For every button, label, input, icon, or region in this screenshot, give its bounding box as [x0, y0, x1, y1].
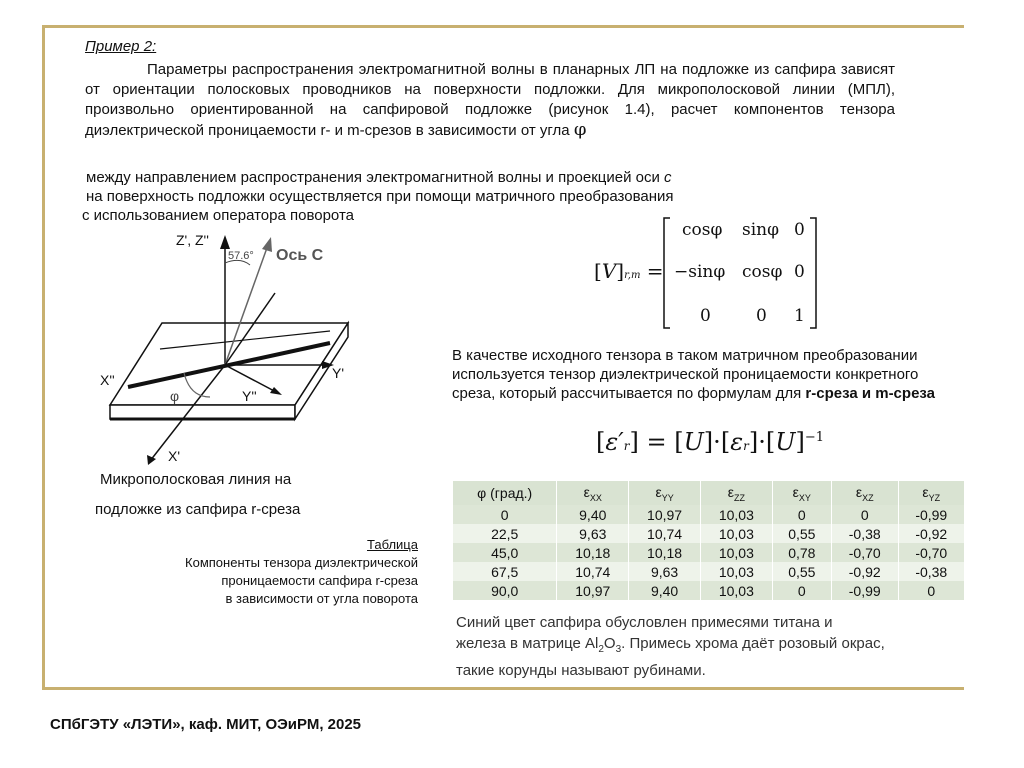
table-cell: 0 — [831, 505, 898, 524]
table-cell: 9,40 — [629, 581, 701, 600]
table-cell: 10,97 — [557, 581, 629, 600]
note-line2a: железа в матрице Al — [456, 635, 599, 652]
table-cell: 10,03 — [700, 524, 772, 543]
table-header-cell — [629, 481, 701, 505]
table-caption-title: Таблица — [367, 537, 418, 552]
m33: 1 — [794, 306, 805, 326]
table-header-cell — [831, 481, 898, 505]
figure-caption-line1: Микрополосковая линия на — [100, 471, 292, 488]
matrix-sub: r,m — [624, 270, 641, 281]
label-angle: 57.6° — [228, 250, 254, 262]
formula-U2: U — [775, 428, 796, 456]
m12: sinφ — [742, 220, 780, 240]
table-cell: 45,0 — [453, 543, 557, 562]
table-cell: 90,0 — [453, 581, 557, 600]
table-header-cell — [700, 481, 772, 505]
substrate-front-face — [110, 405, 295, 419]
label-y1-axis: Y' — [332, 365, 345, 381]
m22: cosφ — [742, 262, 783, 282]
table-header-row — [453, 481, 965, 505]
formula-eps-sub: r — [743, 439, 749, 453]
label-c-axis: Ось С — [276, 247, 324, 264]
table-cell: 0 — [772, 505, 831, 524]
table-cell: 22,5 — [453, 524, 557, 543]
table-row — [453, 543, 965, 562]
permittivity-table — [452, 481, 964, 600]
formula-U1: U — [683, 428, 704, 456]
substrate-figure — [90, 225, 390, 475]
label-y2-axis: Y'' — [242, 388, 257, 404]
label-x2-axis: X'' — [100, 372, 115, 388]
note-line3: такие корунды называют рубинами. — [456, 662, 706, 679]
table-header-cell — [772, 481, 831, 505]
header-main: ε — [922, 483, 929, 500]
table-cell: 10,18 — [629, 543, 701, 562]
note-sub2: 2 — [598, 644, 604, 655]
header-sub: YY — [661, 492, 674, 503]
paragraph-2-line1: между направлением распространения электромагнитной волны и проекцией оси — [86, 169, 660, 186]
formula-dot2: · — [758, 428, 766, 456]
frame-bottom-bar — [42, 687, 964, 690]
matrix-equals: = — [646, 259, 664, 283]
frame-top-bar — [42, 25, 964, 28]
m11: cosφ — [682, 220, 723, 240]
m21: −sinφ — [674, 262, 726, 282]
matrix-label: [V]r,m = — [594, 259, 664, 283]
intro2-bold: r-среза и m-среза — [805, 385, 936, 402]
footer: СПбГЭТУ «ЛЭТИ», каф. МИТ, ОЭиРМ, 2025 — [50, 716, 362, 733]
table-cell: -0,92 — [898, 524, 964, 543]
figure-caption-line2: подложке из сапфира r-среза — [95, 501, 301, 518]
x1-axis-arrow — [147, 455, 156, 465]
intro-paragraph-2 — [452, 346, 952, 403]
note-line2 — [456, 633, 960, 660]
table-cell: -0,99 — [831, 581, 898, 600]
table-cell: -0,92 — [831, 562, 898, 581]
m32: 0 — [756, 306, 767, 326]
header-sub: XX — [589, 492, 602, 503]
table-cell: 10,97 — [629, 505, 701, 524]
table-cell: 0,55 — [772, 562, 831, 581]
matrix-V: V — [601, 259, 617, 283]
formula-eps: ε — [730, 428, 744, 456]
table-cell: 0,55 — [772, 524, 831, 543]
table-cell: 9,63 — [629, 562, 701, 581]
header-main: ε — [792, 483, 799, 500]
table-cell: -0,99 — [898, 505, 964, 524]
paragraph-2-line3: с использованием оператора поворота — [82, 207, 354, 224]
table-row — [453, 562, 965, 581]
note-text — [456, 612, 960, 681]
header-sub: XZ — [862, 492, 874, 503]
m13: 0 — [794, 220, 805, 240]
table-cell: 10,74 — [557, 562, 629, 581]
table-header-cell — [557, 481, 629, 505]
table-cell: 10,03 — [700, 562, 772, 581]
table-caption — [150, 536, 418, 608]
table-cell: -0,70 — [898, 543, 964, 562]
matrix-left-bracket — [664, 218, 670, 328]
z-axis-arrow — [220, 235, 230, 249]
table-cell: 0 — [898, 581, 964, 600]
formula-eq: = — [646, 428, 667, 456]
table-row — [453, 505, 965, 524]
tensor-formula: $[\varepsilon'r] = [U]\cdot[\varepsilon r]\cdot[U]^{-1}$ — [596, 428, 824, 456]
table-cell: 9,40 — [557, 505, 629, 524]
formula-inv: −1 — [804, 430, 824, 445]
formula-dot1: · — [713, 428, 721, 456]
formula-lhs: ε′ — [605, 428, 624, 456]
table-cell: 9,63 — [557, 524, 629, 543]
header-main: ε — [655, 483, 662, 500]
label-phi: φ — [170, 388, 180, 404]
paragraph-2-line2: на поверхность подложки осуществляется при помощи матричного преобразования — [86, 188, 674, 205]
table-cell: -0,38 — [898, 562, 964, 581]
phi-symbol: φ — [573, 119, 587, 140]
table-cell: 0 — [772, 581, 831, 600]
header-main: ε — [583, 483, 590, 500]
table-caption-line3: в зависимости от угла поворота — [225, 591, 418, 606]
header-sub: ZZ — [733, 492, 745, 503]
header-main: φ (град.) — [477, 485, 533, 501]
label-z-axis: Z', Z'' — [176, 232, 209, 248]
header-sub: YZ — [928, 492, 941, 503]
table-cell: 10,03 — [700, 543, 772, 562]
note-sub3: 3 — [615, 644, 622, 655]
table-row — [453, 581, 965, 600]
note-line2b: O — [603, 635, 616, 652]
c-axis-arrow — [262, 237, 272, 252]
m23: 0 — [794, 262, 805, 282]
m31: 0 — [700, 306, 711, 326]
table-header-cell — [453, 481, 557, 505]
table-cell: 10,03 — [700, 505, 772, 524]
paragraph-1-text: Параметры распространения электромагнитной волны в планарных ЛП на подложке из сапфира зависят от ориентации полосковых проводников на поверхности подложки. Для микрополосковой линии (МПЛ), произвольно ориентированной на сапфировой подложке (рисунок 1.4), расчет компонентов тензора диэлектрической проницаемости r- и m-срезов в зависимости от угла — [85, 61, 895, 139]
example-title: Пример 2: — [85, 38, 157, 55]
table-caption-line2: проницаемости сапфира r-среза — [221, 573, 418, 588]
note-line1: Синий цвет сапфира обусловлен примесями титана и — [456, 614, 833, 631]
table-cell: 67,5 — [453, 562, 557, 581]
table-cell: 0,78 — [772, 543, 831, 562]
note-line2c: . Примесь хрома даёт розовый окрас, — [621, 635, 885, 652]
axis-c-letter: с — [664, 169, 672, 186]
matrix-right-bracket — [810, 218, 816, 328]
table-cell: 10,18 — [557, 543, 629, 562]
paragraph-1 — [85, 60, 895, 141]
table-cell: -0,70 — [831, 543, 898, 562]
table-cell: 10,03 — [700, 581, 772, 600]
formula-lhs-sub: r — [623, 439, 630, 453]
header-main: ε — [855, 483, 863, 500]
header-sub: XY — [798, 492, 811, 503]
table-cell: -0,38 — [831, 524, 898, 543]
table-cell: 10,74 — [629, 524, 701, 543]
header-main: ε — [727, 483, 734, 500]
table-caption-line1: Компоненты тензора диэлектрической — [185, 555, 418, 570]
table-row — [453, 524, 965, 543]
intro2-text: В качестве исходного тензора в таком матричном преобразовании используется тензор диэлектрической проницаемости конкретного среза, который рассчитывается по формулам для — [452, 347, 919, 402]
label-x1-axis: X' — [168, 448, 181, 464]
table-header-cell — [898, 481, 964, 505]
table-body — [453, 505, 965, 600]
frame-left-bar — [42, 25, 45, 687]
table-cell: 0 — [453, 505, 557, 524]
